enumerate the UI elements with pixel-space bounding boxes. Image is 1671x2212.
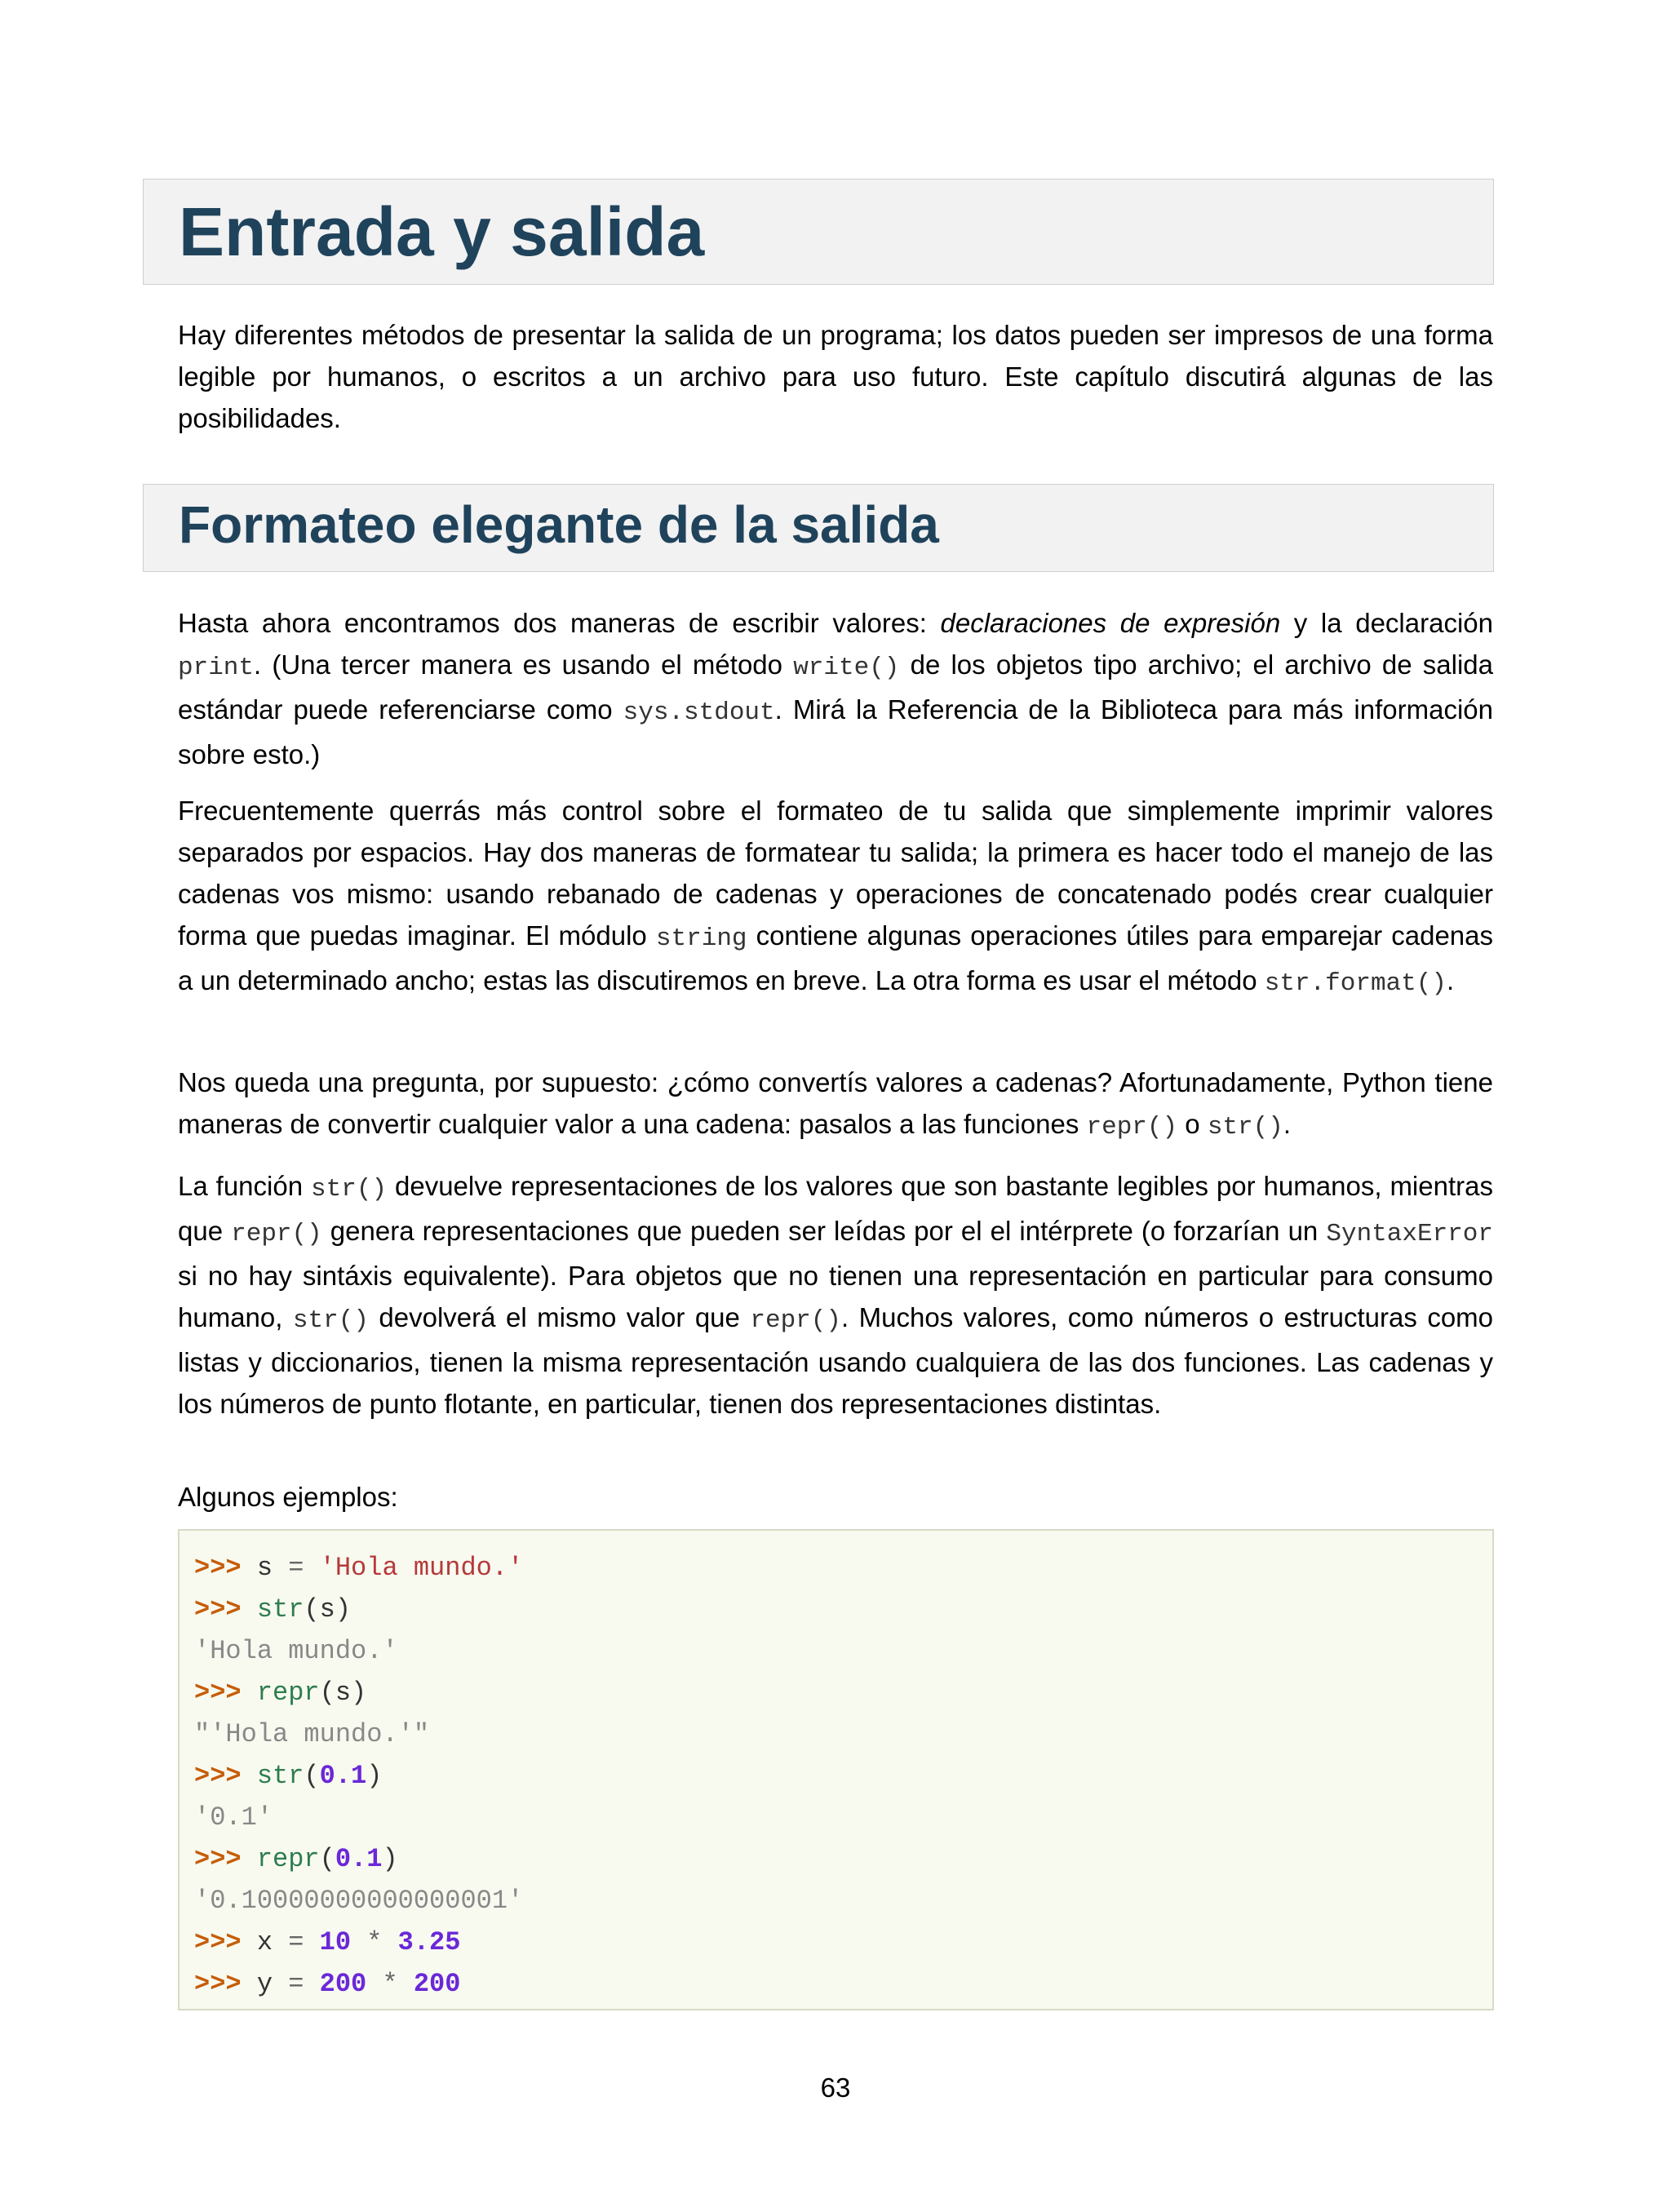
code-prompt: >>> (194, 1594, 242, 1625)
code-output: "'Hola mundo.'" (194, 1719, 430, 1749)
code-example-block (178, 1529, 1494, 2010)
text-run: o (1177, 1109, 1208, 1139)
inline-code: str.format() (1264, 969, 1447, 998)
code-output: '0.1' (194, 1802, 273, 1833)
code-number: 200 (319, 1969, 367, 1999)
code-number: 200 (413, 1969, 461, 1999)
code-prompt: >>> (194, 1844, 242, 1874)
inline-code: SyntaxError (1326, 1220, 1493, 1248)
code-line: >>> str(s) (194, 1594, 352, 1625)
text-run: contiene algunas operaciones útiles para emparejar cadenas a un determinado ancho; estas las discutiremos en breve. La otra forma es usar el método (178, 920, 1494, 995)
text-run: Frecuentemente querrás más control sobre el formateo de tu salida que simplemente imprimir valores separados por espacios. Hay dos maneras de formatear tu salida; la primera es hacer todo el manejo de las cadenas vos mismo: usando rebanado de cadenas y operaciones de concatenado podés crear cualquier forma que puedas imaginar. El módulo (178, 796, 1493, 951)
code-name: y (256, 1969, 273, 1999)
inline-code: repr() (231, 1220, 322, 1248)
code-line: >>> str(0.1) (194, 1761, 383, 1791)
code-name: s (256, 1553, 273, 1583)
code-output: 'Hola mundo.' (194, 1636, 398, 1666)
chapter-title: Entrada y salida (179, 193, 705, 270)
code-number: 0.1 (335, 1844, 383, 1874)
code-number: 0.1 (319, 1761, 367, 1791)
code-builtin: str (256, 1761, 304, 1791)
inline-code: str() (311, 1175, 388, 1204)
code-operator: * (382, 1969, 398, 1999)
code-prompt: >>> (194, 1969, 242, 1999)
text-run: y la declaración (1280, 608, 1493, 638)
emphasis-text: declaraciones de expresión (940, 608, 1281, 638)
text-run: genera representaciones que pueden ser leídas por el el intérprete (o forzarían un (321, 1216, 1327, 1246)
code-prompt: >>> (194, 1678, 242, 1708)
inline-code: repr() (1086, 1113, 1178, 1141)
code-operator: = (288, 1553, 304, 1583)
text-run: . Muchos valores, como números o estructuras como listas y diccionarios, tienen la misma representación usando cualquiera de las dos funciones. Las cadenas y los números de punto flotante, en particular, tienen dos representaciones distintas. (178, 1302, 1494, 1419)
text-run: de los objetos tipo archivo; el archivo de salida estándar puede referenciarse como (178, 649, 1493, 725)
paragraph-formatting-control (178, 790, 1493, 1004)
code-operator: = (288, 1969, 304, 1999)
paragraph-convert-values (178, 1062, 1493, 1148)
inline-code: sys.stdout (623, 698, 775, 727)
text-run: Nos queda una pregunta, por supuesto: ¿cómo convertís valores a cadenas? Afortunadamente, Python tiene maneras de convertir cualquier valor a una cadena: pasalos a las funciones (178, 1067, 1493, 1139)
text-run: . (Una tercer manera es usando el método (254, 649, 794, 680)
paragraph-str-repr (178, 1165, 1493, 1425)
code-prompt: >>> (194, 1927, 242, 1957)
code-line: >>> repr(s) (194, 1678, 367, 1708)
code-prompt: >>> (194, 1761, 242, 1791)
code-number: 10 (319, 1927, 352, 1957)
text-run: si no hay sintáxis equivalente). Para objetos que no tienen una representación en particular para consumo humano, (178, 1261, 1493, 1332)
inline-code: str() (292, 1306, 369, 1335)
code-builtin: str (256, 1594, 304, 1625)
code-number: 3.25 (397, 1927, 461, 1957)
code-builtin: repr (256, 1844, 320, 1874)
paragraph-ways-to-write (178, 602, 1493, 775)
paragraph-examples-label: Algunos ejemplos: (178, 1482, 398, 1512)
code-operator: * (366, 1927, 383, 1957)
code-string: 'Hola mundo.' (319, 1553, 524, 1583)
inline-code: string (655, 924, 747, 953)
code-operator: = (288, 1927, 304, 1957)
inline-code: str() (1207, 1113, 1283, 1141)
text-run: La función (178, 1171, 312, 1201)
section-title: Formateo elegante de la salida (179, 495, 939, 554)
section-heading-box (143, 484, 1494, 572)
chapter-heading-box (143, 179, 1494, 285)
text-run: . Mirá la Referencia de la Biblioteca para más información sobre esto.) (178, 694, 1493, 769)
inline-code: print (178, 654, 255, 682)
code-prompt: >>> (194, 1553, 242, 1583)
text-run: Hasta ahora encontramos dos maneras de escribir valores: (178, 608, 941, 638)
code-line (194, 1922, 1492, 1963)
text-run: . (1446, 965, 1455, 995)
code-line (194, 1547, 1492, 1589)
inline-code: repr() (750, 1306, 841, 1335)
code-name: x (256, 1927, 273, 1957)
text-run: devolverá el mismo valor que (368, 1302, 751, 1332)
inline-code: write() (793, 654, 900, 682)
intro-paragraph: Hay diferentes métodos de presentar la salida de un programa; los datos pueden ser impresos de una forma legible por humanos, o escritos a un archivo para uso futuro. Este capítulo discutirá algunas de las posibilidades. (178, 320, 1493, 433)
code-name: s (335, 1678, 352, 1708)
text-run: devuelve representaciones de los valores que son bastante legibles por humanos, mientras que (178, 1171, 1493, 1246)
code-builtin: repr (256, 1678, 320, 1708)
code-name: s (319, 1594, 335, 1625)
page-number: 63 (820, 2072, 851, 2103)
text-run: . (1283, 1109, 1292, 1139)
code-output: '0.10000000000000001' (194, 1886, 524, 1916)
code-line (194, 1963, 1492, 2005)
code-line: >>> repr(0.1) (194, 1844, 398, 1874)
